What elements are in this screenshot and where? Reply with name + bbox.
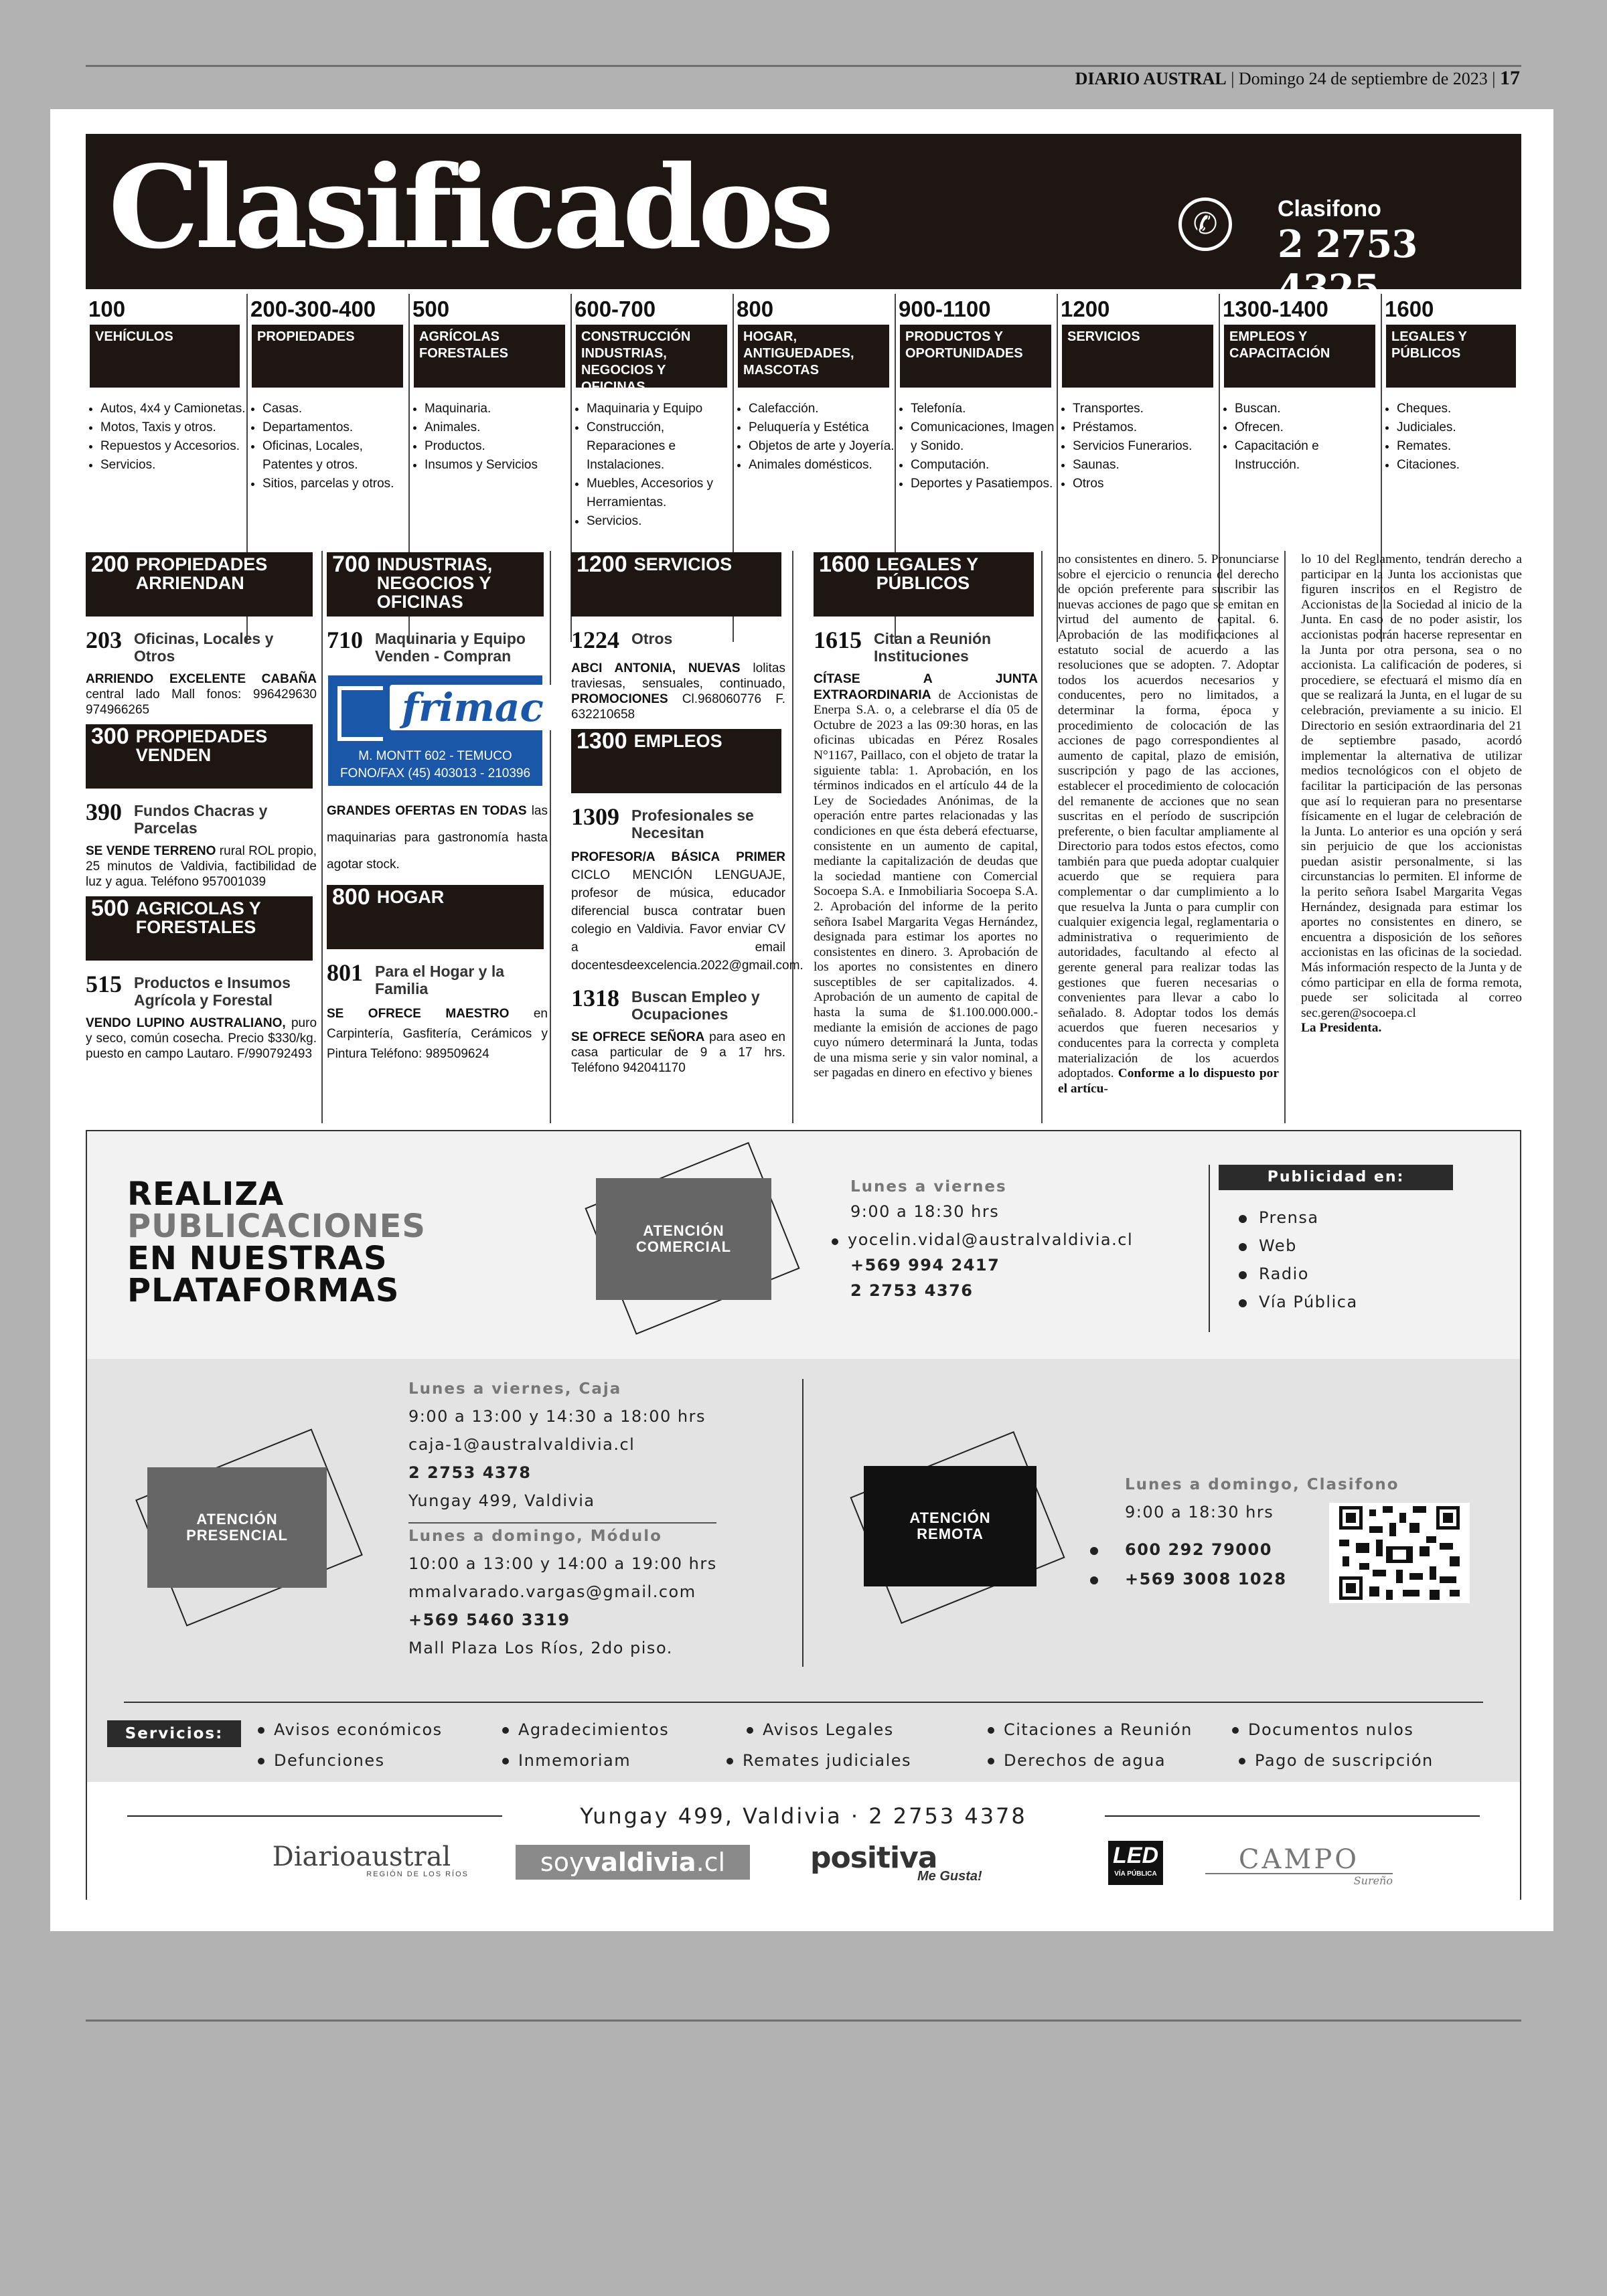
bottom-rule <box>86 2020 1521 2022</box>
classified-ad <box>571 848 804 975</box>
ad-text: para aseo en casa particular de 9 a 17 hrs. Teléfono 942041170 <box>571 1030 785 1075</box>
section-code: 1200 <box>577 552 627 577</box>
index-item: • Calefacción. <box>749 400 896 418</box>
ad-lead: PROMOCIONES <box>571 692 668 706</box>
notice-lead: CÍTASE A JUNTA EXTRAORDINARIA <box>814 671 1038 702</box>
bullet-icon <box>1239 1243 1247 1251</box>
publicidad-title: Publicidad en: <box>1219 1165 1453 1190</box>
presencial-contact <box>408 1380 730 1657</box>
headline-line: EN NUESTRAS <box>127 1240 388 1277</box>
headline-line: PUBLICACIONES <box>127 1208 426 1245</box>
subsection-title: Citan a Reunión Instituciones <box>874 630 992 665</box>
phone-icon: ✆ <box>1178 197 1232 251</box>
index-item: • Cheques. <box>1397 400 1523 418</box>
index-category-label: PRODUCTOS Y OPORTUNIDADES <box>900 325 1051 388</box>
section-header-1200 <box>571 552 781 617</box>
servicio-label: Citaciones a Reunión <box>1004 1720 1193 1739</box>
classified-ad <box>571 1030 785 1076</box>
promo-headline <box>127 1175 426 1309</box>
subsection-1615 <box>814 626 1038 665</box>
frimac-ad[interactable] <box>328 675 542 786</box>
bullet-icon <box>502 1758 509 1765</box>
notice-text: de Accionistas de Enerpa S.A. o, a celebrarse el día 05 de Octubre de 2023 a las 09:30 horas, en las oficinas ubicadas en Pérez Rosales N°1167, Paillaco, con el objeto de tratar la siguiente tabla: 1. Aprobación, en los términos indicados en el artículo 44 de la Ley de Sociedades Anónimas, de la operación entre partes relacionadas y las condiciones en que ésta deberá efectuarse, consistente en un aumento de capital, mediante la capitalización de deudas que la sociedad mantiene con Comercial Socoepa S.A. e Inmobiliaria Socoepa S.A. 2. Aprobación del informe de la perito señora Isabel Margarita Vegas Hernández, designada para estimar los aportes no consistentes en dinero. 3. Aprobación de los aportes no consistentes en dinero susceptibles de ser capitalizados. 4. Aprobación de un aumento de capital de hasta la suma de $1.100.000.000.- mediante la emisión de acciones de pago cuyo número determinará la Junta, todas de una misma serie y sin valor nominal, a ser pagadas en dinero en efectivo y bienes <box>814 687 1038 1080</box>
legal-notice-part-1 <box>814 671 1038 1081</box>
bullet-icon <box>1239 1758 1245 1765</box>
publicidad-item <box>1239 1264 1358 1283</box>
ad-text: Cl.968060776 F. 632210658 <box>571 692 785 722</box>
column-divider <box>1284 551 1286 1123</box>
section-title: INDUSTRIAS, NEGOCIOS Y OFICINAS <box>376 554 493 612</box>
headline-line: PLATAFORMAS <box>127 1272 400 1309</box>
promo-attention-band <box>87 1359 1520 1782</box>
subsection-code: 203 <box>86 627 122 653</box>
clasifono-number: 2 2753 4325 <box>1278 222 1418 311</box>
promo-commercial-band <box>87 1131 1520 1359</box>
servicio-item <box>1239 1751 1434 1770</box>
index-item: • Casas. <box>262 400 410 418</box>
section-title: HOGAR <box>376 887 445 907</box>
index-item: • Motos, Taxis y otros. <box>100 418 246 437</box>
comercial-phone-1[interactable]: +569 994 2417 <box>850 1256 1000 1275</box>
ad-text: las maquinarias para gastronomía hasta agotar stock. <box>327 804 548 872</box>
subsection-title: Buscan Empleo y Ocupaciones <box>631 988 760 1023</box>
index-item: • Insumos y Servicios <box>425 456 572 475</box>
subsection-203 <box>86 626 317 665</box>
headline-line: REALIZA <box>127 1175 285 1213</box>
comercial-contact <box>850 1178 1133 1300</box>
index-item: • Capacitación e Instrucción. <box>1235 437 1382 475</box>
index-item: • Remates. <box>1397 437 1523 456</box>
brand-name: positiva <box>810 1841 937 1875</box>
section-code: 500 <box>91 896 129 921</box>
subsection-code: 515 <box>86 971 122 997</box>
section-header-700 <box>327 552 544 617</box>
servicios-divider <box>124 1702 1483 1703</box>
subsection-710 <box>327 626 548 665</box>
divider <box>408 1522 716 1524</box>
section-code: 200 <box>91 552 129 577</box>
section-header-1600 <box>814 552 1034 617</box>
folio-page: 17 <box>1500 67 1520 89</box>
servicio-label: Pago de suscripción <box>1255 1751 1434 1770</box>
index-item-list <box>1382 400 1523 475</box>
section-header-300 <box>86 724 313 789</box>
servicio-item <box>747 1720 894 1739</box>
servicios-label: Servicios: <box>107 1720 241 1747</box>
legal-notice-part-2 <box>1058 552 1279 1096</box>
index-category-label: HOGAR, ANTIGUEDADES, MASCOTAS <box>738 325 889 388</box>
section-title: PROPIEDADES VENDEN <box>135 726 268 765</box>
index-code: 600-700 <box>575 297 656 321</box>
atencion-remota-box <box>864 1466 1037 1586</box>
ad-text: CICLO MENCIÓN LENGUAJE, profesor de música, educador diferencial busca contratar buen colegio en Valdivia. Favor enviar CV a email docentesdeexcelencia.2022@gmail.com. <box>571 868 804 973</box>
frimac-fono: FONO/FAX (45) 403013 - 210396 <box>339 766 531 781</box>
box-label: ATENCIÓN PRESENCIAL <box>186 1511 288 1544</box>
publicidad-item-label: Web <box>1259 1236 1297 1255</box>
servicio-label: Agradecimientos <box>518 1720 670 1739</box>
index-code: 1600 <box>1385 297 1434 321</box>
column-divider <box>792 551 793 1123</box>
publicidad-item-label: Prensa <box>1259 1208 1319 1227</box>
ad-lead: SE OFRECE SEÑORA <box>571 1030 705 1044</box>
divider-vertical <box>1209 1165 1210 1332</box>
subsection-515 <box>86 970 317 1009</box>
bullet-icon <box>1232 1727 1239 1734</box>
bullet-icon <box>726 1758 733 1765</box>
index-category-label: AGRÍCOLAS FORESTALES <box>414 325 565 388</box>
subsection-code: 1309 <box>571 803 619 830</box>
index-code: 800 <box>737 297 774 321</box>
divider-vertical <box>802 1379 804 1667</box>
classifieds-column-5 <box>1058 552 1279 1096</box>
bullet-icon <box>832 1238 838 1245</box>
index-item-list <box>734 400 896 475</box>
atencion-presencial-box <box>147 1467 327 1588</box>
index-item-list <box>896 400 1058 493</box>
section-title: SERVICIOS <box>633 554 733 574</box>
brand-part: valdivia <box>584 1848 696 1877</box>
section-header-1300 <box>571 729 781 793</box>
section-title: EMPLEOS <box>633 731 722 751</box>
servicio-item <box>258 1720 443 1739</box>
publicidad-item <box>1239 1293 1358 1311</box>
bullet-icon <box>988 1758 994 1765</box>
subsection-code: 1224 <box>571 627 619 653</box>
servicio-label: Avisos económicos <box>274 1720 443 1739</box>
classifieds-column-1 <box>86 552 317 1068</box>
notice-text: lo 10 del Reglamento, tendrán derecho a participar en la Junta los accionistas que figuren inscritos en el Registro de Accionistas de la Sociedad al inicio de la Junta. En caso de no poder asistir, los accionistas podrán hacerse representar en la Junta por otra persona, sea o no accionista. La calificación de poderes, si procediere, se efectuará el mismo día en que se realizará la Junta, en el lugar de su celebración, previamente a su inicio. El Directorio en sesión extraordinaria del 21 de septiembre pasado, acordó implementar la alternativa de utilizar medios tecnológicos con el objeto de facilitar la participación de las personas que así lo requieran para no presentarse físicamente en el lugar de celebración de la Junta. Lo anterior es una opción y será sin perjuicio de que los accionistas puedan asistir personalmente, si las circunstancias lo permiten. El informe de la perito señora Isabel Margarita Vegas Hernández, designada para estimar los aportes no consistentes en dinero, se encuentra a disposición de los señores accionistas en las oficinas de la sociedad. Más información respecto de la Junta y de cómo participar en ella de forma remota, puede ser solicitada al correo sec.geren@socoepa.cl <box>1301 552 1522 1020</box>
column-divider <box>1041 551 1043 1123</box>
comercial-email[interactable] <box>832 1230 1133 1249</box>
ad-text: puro y seco, común cosecha. Precio $330/kg. puesto en campo Lautaro. F/990792493 <box>86 1016 317 1061</box>
index-item: • Sitios, parcelas y otros. <box>262 475 410 493</box>
folio-paper: DIARIO AUSTRAL <box>1075 69 1227 88</box>
atencion-comercial-box <box>596 1178 771 1300</box>
index-item: • Computación. <box>911 456 1058 475</box>
subsection-title: Maquinaria y Equipo Venden - Compran <box>375 630 526 665</box>
ad-lead: ABCI ANTONIA, NUEVAS <box>571 661 741 675</box>
modulo-title: Lunes a domingo, Módulo <box>408 1528 662 1545</box>
brand-sub: REGIÓN DE LOS RÍOS <box>366 1870 469 1878</box>
bullet-icon <box>1090 1576 1098 1584</box>
index-category-label: SERVICIOS <box>1062 325 1213 388</box>
ad-lead: PROFESOR/A BÁSICA PRIMER <box>571 850 785 864</box>
brand-sub: Sureño <box>1353 1874 1393 1887</box>
classifieds-page <box>50 109 1553 1931</box>
modulo-phone[interactable]: +569 5460 3319 <box>408 1611 570 1629</box>
index-item: • Telefonía. <box>911 400 1058 418</box>
index-item: • Animales. <box>425 418 572 437</box>
brand-soyvaldivia[interactable] <box>516 1845 750 1880</box>
publicidad-list <box>1239 1208 1358 1321</box>
index-item: • Citaciones. <box>1397 456 1523 475</box>
index-code: 100 <box>88 297 126 321</box>
servicio-item <box>988 1720 1193 1739</box>
index-item-list <box>1220 400 1382 475</box>
subsection-390 <box>86 798 317 837</box>
page-title: Clasificados <box>108 141 830 274</box>
phone-text[interactable]: +569 3008 1028 <box>1125 1570 1287 1588</box>
servicio-label: Avisos Legales <box>763 1720 894 1739</box>
index-item-list <box>248 400 410 493</box>
index-category-label: PROPIEDADES <box>252 325 403 388</box>
index-item: • Deportes y Pasatiempos. <box>911 475 1058 493</box>
index-code: 1200 <box>1061 297 1110 321</box>
servicio-item <box>726 1751 911 1770</box>
section-title: PROPIEDADES ARRIENDAN <box>135 554 268 593</box>
column-divider <box>321 551 323 1123</box>
index-item: • Oficinas, Locales, Patentes y otros. <box>262 437 410 475</box>
ad-text: lolitas traviesas, sensuales, continuado, <box>571 661 785 691</box>
box-label: ATENCIÓN COMERCIAL <box>635 1222 732 1255</box>
subsection-title: Productos e Insumos Agrícola y Forestal <box>134 974 291 1009</box>
notice-text-end: Conforme a lo dispuesto por el artícu- <box>1058 1066 1279 1096</box>
brand-positiva[interactable] <box>810 1841 998 1888</box>
ad-text: en Carpintería, Gasfitería, Cerámicos y Pintura Teléfono: 989509624 <box>327 1007 548 1061</box>
publicidad-item-label: Vía Pública <box>1259 1293 1358 1311</box>
folio-date: Domingo 24 de septiembre de 2023 <box>1238 69 1488 88</box>
index-category-label: CONSTRUCCIÓN INDUSTRIAS, NEGOCIOS Y OFICINAS <box>576 325 727 388</box>
ad-text: central lado Mall fonos: 996429630 974966265 <box>86 687 317 717</box>
index-item-list <box>572 400 734 531</box>
modulo-hours: 10:00 a 13:00 y 14:00 a 19:00 hrs <box>408 1554 717 1573</box>
index-item: • Comunicaciones, Imagen y Sonido. <box>911 418 1058 456</box>
caja-email[interactable]: caja-1@australvaldivia.cl <box>408 1435 635 1454</box>
footer-rule-right <box>1105 1815 1480 1817</box>
index-item: • Muebles, Accesorios y Herramientas. <box>587 475 734 512</box>
index-item: • Objetos de arte y Joyería. <box>749 437 896 456</box>
ad-lead: SE OFRECE MAESTRO <box>327 1007 510 1021</box>
subsection-1309 <box>571 803 785 841</box>
bullet-icon <box>502 1727 509 1734</box>
section-header-500 <box>86 896 313 961</box>
promo-footer <box>87 1782 1520 1900</box>
section-code: 1600 <box>819 552 870 577</box>
classifieds-column-6 <box>1301 552 1522 1036</box>
classified-ad <box>86 843 317 890</box>
modulo-address: Mall Plaza Los Ríos, 2do piso. <box>408 1639 673 1657</box>
notice-text: no consistentes en dinero. 5. Pronunciarse sobre el ejercicio o renuncia del derecho de opción preferente para suscribir las nuevas acciones de pago que se emitan en virtud del aumento de capital. 6. Aprobación de las modificaciones al estatuto social de acuerdo a las resoluciones que se adopten. 7. Adoptar todos los acuerdos necesarios y conducentes, pero no limitados, a determinar la forma, época y procedimiento de colocación de las acciones de pago correspondientes al aumento de capital, plazo de emisión, suscripción y pago de las acciones, establecer el procedimiento de colocación del remanente de acciones que no sean suscritas en el período de suscripción preferente, o bien facultar ampliamente al Directorio para todos estos efectos, como también para que pueda adoptar cualquier acuerdo que se requiera para complementar o dar cumplimiento a lo que resuelva la Junta o para cumplir con cualquier exigencia legal, reglamentaria o administrativa o requerimiento de autoridades, facultando al efecto al gerente general para realizar todas las gestiones que fueren necesarias o convenientes para llevar a cabo lo señalado. 8. Adoptar todos los demás acuerdos que fueren necesarios y conducentes para la correcta y completa materialización de los acuerdos adoptados. <box>1058 552 1279 1081</box>
index-item: • Autos, 4x4 y Camionetas. <box>100 400 246 418</box>
modulo-email[interactable]: mmalvarado.vargas@gmail.com <box>408 1582 696 1601</box>
brand-diarioaustral[interactable] <box>254 1843 469 1878</box>
brand-name: Diarioaustral <box>272 1841 451 1872</box>
frimac-address: M. MONTT 602 - TEMUCO <box>358 749 512 763</box>
footer-address: Yungay 499, Valdivia · 2 2753 4378 <box>580 1803 1027 1829</box>
box-label: ATENCIÓN REMOTA <box>909 1509 991 1542</box>
index-item: • Ofrecen. <box>1235 418 1382 437</box>
section-header-200 <box>86 552 313 617</box>
brand-part: soy <box>540 1848 585 1877</box>
classified-ad <box>86 1015 317 1062</box>
section-code: 1300 <box>577 728 627 754</box>
servicio-item <box>1232 1720 1413 1739</box>
caja-phone[interactable]: 2 2753 4378 <box>408 1463 532 1482</box>
bullet-icon <box>1239 1299 1247 1307</box>
subsection-code: 1318 <box>571 985 619 1011</box>
caja-address: Yungay 499, Valdivia <box>408 1491 595 1510</box>
frimac-logo-mark-icon <box>337 686 383 741</box>
subsection-1224 <box>571 626 785 654</box>
index-item: • Repuestos y Accesorios. <box>100 437 246 456</box>
caja-title: Lunes a viernes, Caja <box>408 1380 622 1398</box>
notice-signature: La Presidenta. <box>1301 1021 1382 1036</box>
index-item: • Maquinaria. <box>425 400 572 418</box>
servicio-label: Documentos nulos <box>1248 1720 1414 1739</box>
qr-code-graphic <box>1329 1503 1470 1603</box>
brand-led[interactable] <box>1108 1841 1163 1885</box>
index-item: • Peluquería y Estética <box>749 418 896 437</box>
index-item: • Maquinaria y Equipo <box>587 400 734 418</box>
legal-notice-part-3 <box>1301 552 1522 1036</box>
brand-sub: VÍA PÚBLICA <box>1114 1870 1157 1878</box>
publicity-promo <box>86 1130 1521 1900</box>
index-item: • Saunas. <box>1073 456 1220 475</box>
section-title: LEGALES Y PÚBLICOS <box>876 554 978 593</box>
subsection-title: Fundos Chacras y Parcelas <box>134 802 268 837</box>
bullet-icon <box>1239 1215 1247 1223</box>
qr-code-icon[interactable] <box>1329 1503 1470 1603</box>
subsection-code: 710 <box>327 627 363 653</box>
index-category-label: LEGALES Y PÚBLICOS <box>1386 325 1516 388</box>
ad-lead: SE VENDE TERRENO <box>86 844 216 858</box>
servicio-label: Derechos de agua <box>1004 1751 1166 1770</box>
page-folio: DIARIO AUSTRAL | Domingo 24 de septiembre de 2023 | 17 <box>1075 67 1520 89</box>
brand-name: CAMPO <box>1205 1846 1393 1874</box>
index-item-list <box>86 400 246 475</box>
classifieds-column-2 <box>327 552 548 1071</box>
brand-name: LED <box>1113 1843 1158 1868</box>
bullet-icon <box>747 1727 753 1734</box>
ad-lead: GRANDES OFERTAS EN TODAS <box>327 804 527 818</box>
index-category-label: VEHÍCULOS <box>90 325 240 388</box>
subsection-1318 <box>571 984 785 1023</box>
bullet-icon <box>258 1758 264 1765</box>
section-code: 300 <box>91 724 129 749</box>
bullet-icon <box>1090 1547 1098 1555</box>
publicidad-item <box>1239 1236 1358 1255</box>
index-item: • Préstamos. <box>1073 418 1220 437</box>
servicio-label: Inmemoriam <box>518 1751 631 1770</box>
comercial-phone-2[interactable]: 2 2753 4376 <box>850 1281 974 1300</box>
index-item: • Otros <box>1073 475 1220 493</box>
section-code: 700 <box>332 552 370 577</box>
index-item-list <box>410 400 572 475</box>
index-item-list <box>1058 400 1220 493</box>
servicio-item <box>502 1751 631 1770</box>
classified-ad <box>327 1004 548 1064</box>
publicidad-item <box>1239 1208 1358 1227</box>
column-divider <box>550 551 551 1123</box>
ad-lead: ARRIENDO EXCELENTE CABAÑA <box>86 672 317 686</box>
brand-part: .cl <box>696 1848 726 1877</box>
frimac-logo: frimac <box>390 685 556 730</box>
classified-ad <box>327 798 548 878</box>
index-item: • Construcción, Reparaciones e Instalaciones. <box>587 418 734 475</box>
bullet-icon <box>258 1727 264 1734</box>
section-title: AGRICOLAS Y FORESTALES <box>135 898 261 937</box>
brand-sub: Me Gusta! <box>917 1869 982 1884</box>
classifieds-column-3 <box>571 552 804 1082</box>
classified-ad <box>86 671 317 718</box>
index-code: 500 <box>412 297 450 321</box>
subsection-code: 801 <box>327 959 363 986</box>
caja-hours: 9:00 a 13:00 y 14:30 a 18:00 hrs <box>408 1407 706 1426</box>
servicio-item <box>258 1751 385 1770</box>
index-item: • Servicios. <box>100 456 246 475</box>
section-code: 800 <box>332 884 370 910</box>
comercial-hours: 9:00 a 18:30 hrs <box>850 1202 1000 1221</box>
ad-lead: VENDO LUPINO AUSTRALIANO, <box>86 1016 286 1030</box>
subsection-title: Para el Hogar y la Familia <box>375 963 505 997</box>
index-item: • Animales domésticos. <box>749 456 896 475</box>
subsection-801 <box>327 959 548 997</box>
servicio-label: Defunciones <box>274 1751 385 1770</box>
ad-text: rural ROL propio, 25 minutos de Valdivia, factibilidad de luz y agua. Teléfono 957001039 <box>86 844 317 889</box>
index-item: • Servicios. <box>587 512 734 531</box>
section-header-800 <box>327 885 544 949</box>
bullet-icon <box>988 1727 994 1734</box>
brand-campo[interactable] <box>1205 1846 1393 1887</box>
index-item: • Transportes. <box>1073 400 1220 418</box>
index-item: • Buscan. <box>1235 400 1382 418</box>
phone-text[interactable]: 600 292 79000 <box>1125 1540 1272 1559</box>
index-code: 200-300-400 <box>250 297 376 321</box>
index-code: 900-1100 <box>899 297 991 321</box>
index-item: • Servicios Funerarios. <box>1073 437 1220 456</box>
index-item: • Productos. <box>425 437 572 456</box>
servicio-item <box>502 1720 669 1739</box>
index-code: 1300-1400 <box>1223 297 1328 321</box>
clasifono-label: Clasifono <box>1278 196 1381 222</box>
index-category-label: EMPLEOS Y CAPACITACIÓN <box>1224 325 1375 388</box>
servicio-label: Remates judiciales <box>743 1751 912 1770</box>
index-item: • Judiciales. <box>1397 418 1523 437</box>
remota-hours: 9:00 a 18:30 hrs <box>1125 1503 1274 1522</box>
index-item: • Departamentos. <box>262 418 410 437</box>
subsection-title: Otros <box>631 630 673 647</box>
servicio-item <box>988 1751 1166 1770</box>
subsection-title: Oficinas, Locales y Otros <box>134 630 274 665</box>
classifieds-column-4 <box>814 552 1038 1081</box>
classified-ad <box>571 661 785 722</box>
email-text[interactable]: yocelin.vidal@australvaldivia.cl <box>848 1230 1134 1249</box>
subsection-code: 390 <box>86 799 122 825</box>
bullet-icon <box>1239 1271 1247 1279</box>
subsection-code: 1615 <box>814 627 862 653</box>
publicidad-item-label: Radio <box>1259 1264 1309 1283</box>
subsection-title: Profesionales se Necesitan <box>631 807 754 841</box>
comercial-hours-title: Lunes a viernes <box>850 1178 1007 1196</box>
remota-title: Lunes a domingo, Clasifono <box>1125 1476 1399 1493</box>
